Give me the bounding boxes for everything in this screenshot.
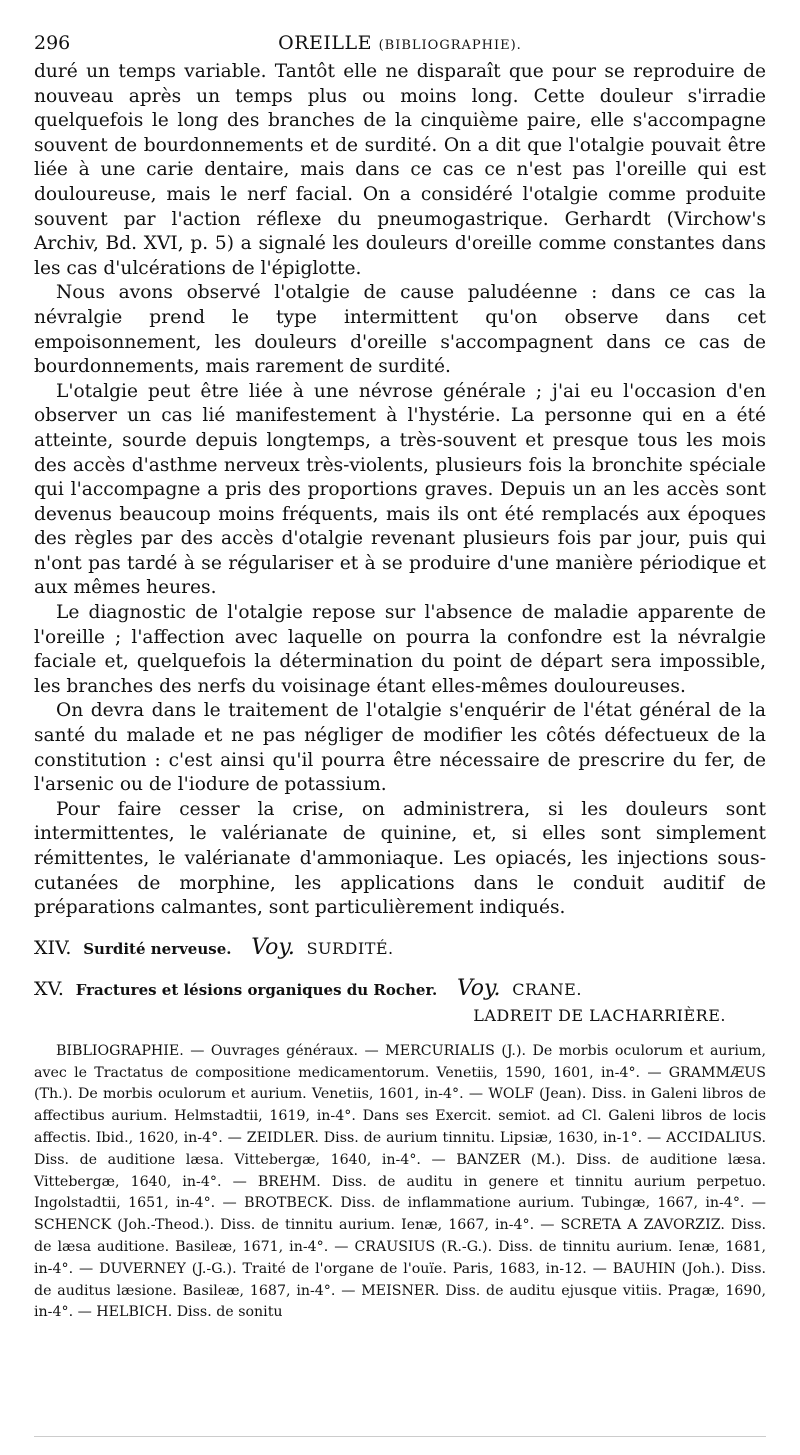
footer-rule bbox=[34, 1436, 766, 1437]
section-number: XIV. bbox=[34, 936, 72, 959]
cross-reference: SURDITÉ. bbox=[306, 938, 394, 958]
paragraph: On devra dans le traitement de l'otalgie s'enquérir de l'état général de la santé du malade et ne pas négliger de modifier les côtés défectueux de la constitution : c'est ainsi qu'il pourra être nécessaire de prescrire du fer, de l'arsenic ou de l'iodure de potassium. bbox=[34, 700, 766, 796]
section-number: XV. bbox=[34, 977, 64, 1000]
section-xiv bbox=[34, 935, 766, 962]
see-reference: Voy. bbox=[456, 975, 501, 1001]
document-page bbox=[34, 26, 766, 1324]
running-title bbox=[34, 32, 766, 54]
author-signature: LADREIT DE LACHARRIÈRE. bbox=[473, 1005, 726, 1025]
bibliography: BIBLIOGRAPHIE. — Ouvrages généraux. — MERCURIALIS (J.). De morbis oculorum et aurium, avec le Tractatus de compositione medicamentorum. Venetiis, 1590, 1601, in-4°. — GRAMMÆUS (Th.). De morbis oculorum et aurium. Venetiis, 1601, in-4°. — WOLF (Jean). Diss. in Galeni libros de affectibus aurium. Helmstadtii, 1619, in-4°. Dans ses Exercit. semiot. ad Cl. Galeni libros de locis affectis. Ibid., 1620, in-4°. — ZEIDLER. Diss. de aurium tinnitu. Lipsiæ, 1630, in-1°. — ACCIDALIUS. Diss. de auditione læsa. Vittebergæ, 1640, in-4°. — BANZER (M.). Diss. de auditione læsa. Vittebergæ, 1640, in-4°. — BREHM. Diss. de auditu in genere et tinnitu aurium perpetuo. Ingolstadtii, 1651, in-4°. — BROTBECK. Diss. de inflammatione aurium. Tubingæ, 1667, in-4°. — SCHENCK (Joh.-Theod.). Diss. de tinnitu aurium. Ienæ, 1667, in-4°. — SCRETA A ZAVORZIZ. Diss. de læsa auditione. Basileæ, 1671, in-4°. — CRAUSIUS (R.-G.). Diss. de tinnitu aurium. Ienæ, 1681, in-4°. — DUVERNEY (J.-G.). Traité de l'organe de l'ouïe. Paris, 1683, in-12. — BAUHIN (Joh.). Diss. de auditus læsione. Basileæ, 1687, in-4°. — MEISNER. Diss. de auditu ejusque vitiis. Pragæ, 1690, in-4°. — HELBICH. Diss. de sonitu bbox=[34, 1042, 766, 1321]
running-title-sub: (BIBLIOGRAPHIE). bbox=[378, 38, 522, 53]
paragraph: L'otalgie peut être liée à une névrose générale ; j'ai eu l'occasion d'en observer un cas lié manifestement à l'hystérie. La personne qui en a été atteinte, sourde depuis longtemps, a très-souvent et presque tous les mois des accès d'asthme nerveux très-violents, plusieurs fois la bronchite spéciale qui l'accompagne a pris des proportions graves. Depuis un an les accès sont devenus beaucoup moins fréquents, mais ils ont été remplacés aux époques des règles par des accès d'otalgie revenant plusieurs fois par jour, puis qui n'ont pas tardé à se régulariser et à se produire d'une manière périodique et aux mêmes heures. bbox=[34, 380, 766, 599]
section-xv bbox=[34, 976, 766, 1029]
page-number: 296 bbox=[34, 32, 71, 54]
paragraph: duré un temps variable. Tantôt elle ne disparaît que pour se reproduire de nouveau après un temps plus ou moins long. Cette douleur s'irradie quelquefois le long des branches de la cinquième paire, elle s'accompagne souvent de bourdonnements et de surdité. On a dit que l'otalgie pouvait être liée à une carie dentaire, mais dans ce cas ce n'est pas l'oreille qui est douloureuse, mais le nerf facial. On a considéré l'otalgie comme produite souvent par l'action réflexe du pneumogastrique. Gerhardt (Virchow's Archiv, Bd. XVI, p. 5) a signalé les douleurs d'oreille comme constantes dans les cas d'ulcérations de l'épiglotte. bbox=[34, 61, 766, 279]
paragraph: Pour faire cesser la crise, on administrera, si les douleurs sont intermittentes, le valérianate de quinine, et, si elles sont simplement rémittentes, le valérianate d'ammoniaque. Les opiacés, les injections sous-cutanées de morphine, les applications dans le conduit auditif de préparations calmantes, sont particulièrement indiqués. bbox=[34, 798, 766, 919]
see-reference: Voy. bbox=[251, 934, 295, 960]
paragraph: Nous avons observé l'otalgie de cause paludéenne : dans ce cas la névralgie prend le type intermittent qu'on observe dans cet empoisonnement, les douleurs d'oreille s'accompagnent dans ce cas de bourdonnements, mais rarement de surdité. bbox=[34, 282, 766, 378]
cross-reference: CRANE. bbox=[512, 979, 582, 999]
paragraph: Le diagnostic de l'otalgie repose sur l'absence de maladie apparente de l'oreille ; l'affection avec laquelle on pourra la confondre est la névralgie faciale et, quelquefois la détermination du point de départ sera impossible, les branches des nerfs du voisinage étant elles-mêmes douloureuses. bbox=[34, 602, 766, 697]
running-title-main: OREILLE bbox=[278, 32, 373, 54]
page-header bbox=[34, 26, 766, 60]
body-text bbox=[34, 60, 766, 921]
section-heading: Fractures et lésions organiques du Rocher. bbox=[75, 980, 438, 999]
section-heading: Surdité nerveuse. bbox=[83, 939, 232, 958]
